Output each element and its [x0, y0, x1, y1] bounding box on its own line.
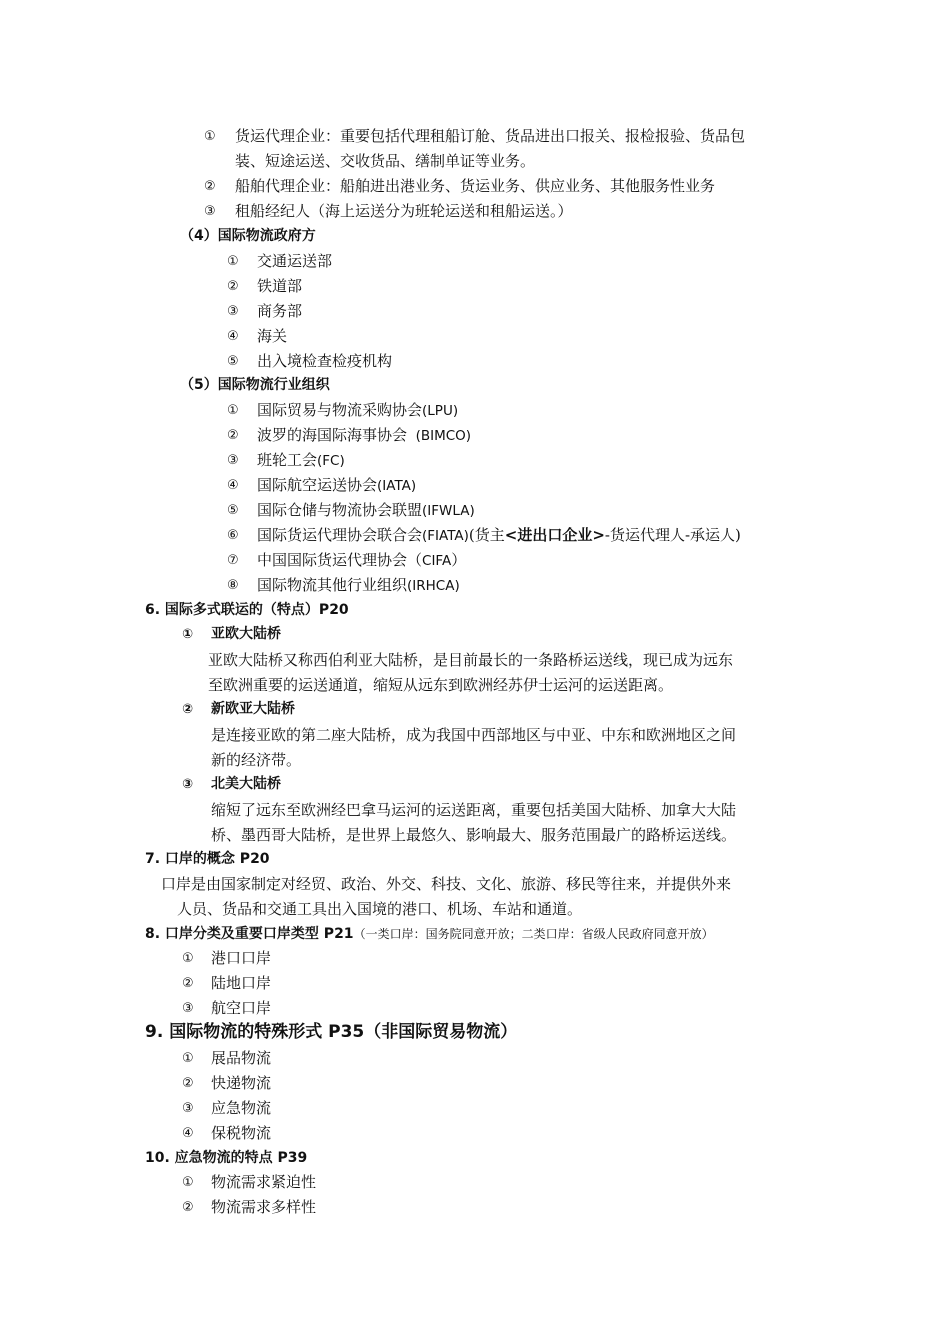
section-heading-industry-orgs: （5）国际物流行业组织 — [180, 377, 330, 393]
list-item-text: 陆地口岸 — [211, 974, 272, 992]
list-item-text: 船舶代理企业：船舶进出港业务、货运业务、供应业务、其他服务性业务 — [235, 177, 716, 195]
list-number: ⑤ — [227, 503, 239, 518]
list-number: ③ — [204, 204, 216, 219]
bridge-description-cont: 桥、墨西哥大陆桥，是世界上最悠久、影响最大、服务范围最广的路桥运送线。 — [211, 826, 737, 844]
section-heading-special-forms: 9. 国际物流的特殊形式 P35（非国际贸易物流） — [145, 1022, 518, 1042]
list-number: ⑥ — [227, 528, 239, 543]
list-number: ③ — [227, 304, 239, 319]
section-heading-port-types: 8. 口岸分类及重要口岸类型 P21（一类口岸：国务院同意开放；二类口岸：省级人民政府同意开放） — [145, 926, 714, 942]
bridge-description: 缩短了远东至欧洲经巴拿马运河的运送距离，重要包括美国大陆桥、加拿大大陆 — [211, 801, 737, 819]
list-item-text: 海关 — [257, 327, 288, 345]
list-item-text: 国际航空运送协会(IATA) — [257, 476, 417, 494]
list-number: ① — [182, 1051, 194, 1066]
list-item-text: 租船经纪人（海上运送分为班轮运送和租船运送。） — [235, 202, 573, 220]
bridge-title: 新欧亚大陆桥 — [211, 701, 295, 717]
list-number: ⑦ — [227, 553, 239, 568]
list-item-text: 货运代理企业：重要包括代理租船订舱、货品进出口报关、报检报验、货品包 — [235, 127, 746, 145]
list-number: ② — [182, 1076, 194, 1091]
section-heading-multimodal: 6. 国际多式联运的（特点）P20 — [145, 602, 349, 618]
list-item-text: 铁道部 — [257, 277, 303, 295]
list-item-text: 国际仓储与物流协会联盟(IFWLA) — [257, 501, 475, 519]
paragraph-cont: 人员、货品和交通工具出入国境的港口、机场、车站和通道。 — [177, 900, 583, 918]
list-item-text: 出入境检查检疫机构 — [257, 352, 393, 370]
list-item-text: 国际物流其他行业组织(IRHCA) — [257, 576, 460, 594]
list-item-text: 商务部 — [257, 302, 303, 320]
list-number: ③ — [182, 1001, 194, 1016]
list-number: ⑤ — [227, 354, 239, 369]
list-number: ① — [227, 254, 239, 269]
section-heading-government: （4）国际物流政府方 — [180, 228, 316, 244]
list-item-text: 港口口岸 — [211, 949, 272, 967]
list-number: ② — [227, 279, 239, 294]
bridge-description: 是连接亚欧的第二座大陆桥，成为我国中西部地区与中亚、中东和欧洲地区之间 — [211, 726, 737, 744]
list-number: ⑧ — [227, 578, 239, 593]
list-item-text: 物流需求紧迫性 — [211, 1173, 317, 1191]
section-heading-port-concept: 7. 口岸的概念 P20 — [145, 851, 270, 867]
bridge-description-cont: 至欧洲重要的运送通道，缩短从远东到欧洲经苏伊士运河的运送距离。 — [208, 676, 674, 694]
list-number: ② — [182, 1200, 194, 1215]
list-number: ④ — [182, 1126, 194, 1141]
list-item-text: 中国国际货运代理协会（CIFA） — [257, 551, 467, 569]
list-number: ③ — [182, 1101, 194, 1116]
section-heading-emergency: 10. 应急物流的特点 P39 — [145, 1150, 308, 1166]
list-number: ① — [227, 403, 239, 418]
bridge-title: 北美大陆桥 — [211, 776, 281, 792]
list-number: ③ — [182, 777, 194, 792]
bridge-description: 亚欧大陆桥又称西伯利亚大陆桥，是目前最长的一条路桥运送线，现已成为远东 — [208, 651, 734, 669]
list-item-text: 国际贸易与物流采购协会(LPU) — [257, 401, 459, 419]
bridge-description-cont: 新的经济带。 — [211, 751, 302, 769]
list-item-text: 应急物流 — [211, 1099, 272, 1117]
list-number: ① — [182, 1175, 194, 1190]
list-item-text: 保税物流 — [211, 1124, 272, 1142]
list-item-text: 交通运送部 — [257, 252, 333, 270]
list-number: ② — [227, 428, 239, 443]
list-number: ④ — [227, 478, 239, 493]
list-item-text-fiata: 国际货运代理协会联合会(FIATA)(货主<进出口企业>-货运代理人-承运人) — [257, 526, 741, 544]
list-number: ③ — [227, 453, 239, 468]
list-number: ② — [204, 179, 216, 194]
list-number: ② — [182, 702, 194, 717]
list-number: ① — [182, 627, 194, 642]
list-item-text-cont: 装、短途运送、交收货品、缮制单证等业务。 — [235, 152, 536, 170]
list-number: ① — [182, 951, 194, 966]
list-number: ② — [182, 976, 194, 991]
list-item-text: 波罗的海国际海事协会 (BIMCO) — [257, 426, 472, 444]
list-number: ④ — [227, 329, 239, 344]
paragraph: 口岸是由国家制定对经贸、政治、外交、科技、文化、旅游、移民等往来，并提供外来 — [161, 875, 732, 893]
list-item-text: 展品物流 — [211, 1049, 272, 1067]
list-item-text: 航空口岸 — [211, 999, 272, 1017]
list-number: ① — [204, 129, 216, 144]
list-item-text: 班轮工会(FC) — [257, 451, 345, 469]
bridge-title: 亚欧大陆桥 — [211, 626, 281, 642]
list-item-text: 快递物流 — [211, 1074, 272, 1092]
list-item-text: 物流需求多样性 — [211, 1198, 317, 1216]
